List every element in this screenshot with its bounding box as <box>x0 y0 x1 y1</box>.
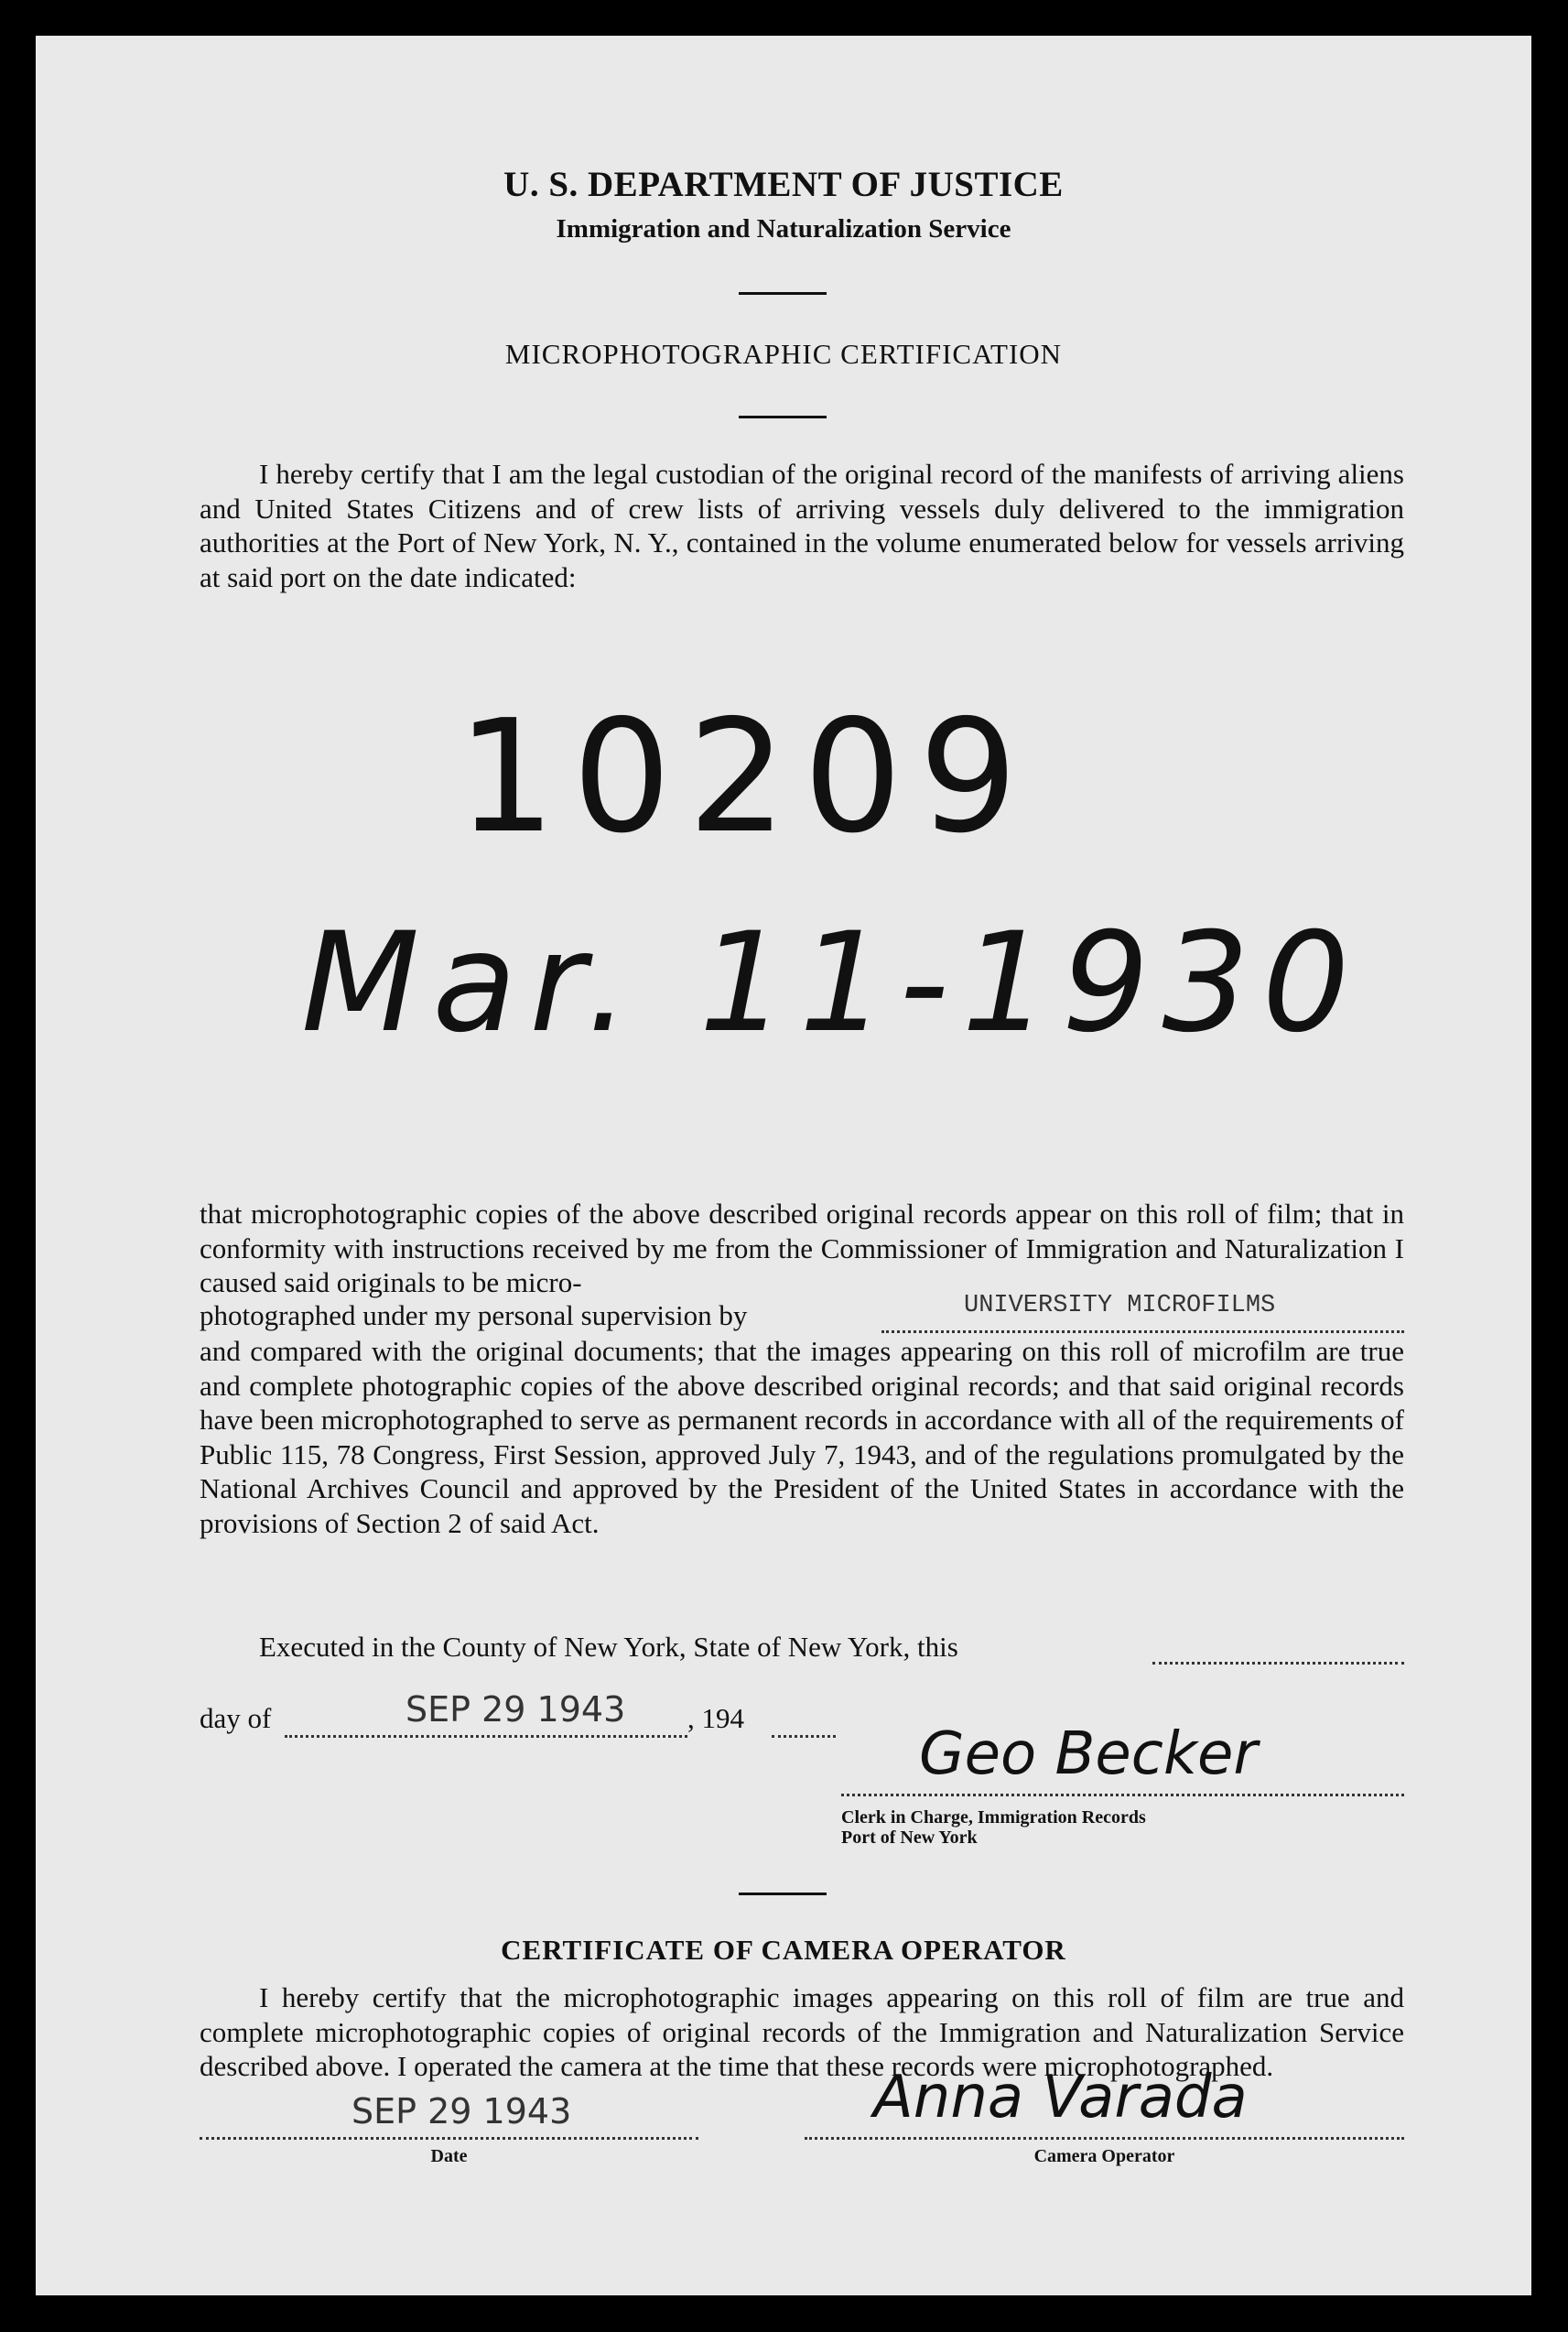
operator-stamped-date: SEP 29 1943 <box>351 2091 572 2131</box>
supervision-text: photographed under my personal supervision by <box>200 1299 748 1331</box>
microfilmer-name: UNIVERSITY MICROFILMS <box>964 1292 1276 1319</box>
body-paragraph-part2: and compared with the original documents; that the images appearing on this roll of microfilm are true and complete photographic copies of the above described original records; and that said original records have been microphotographed to serve as permanent records in accordance with all of the requirements of Public 115, 78 Congress, First Session, approved July 7, 1943, and of the regulations promulgated by the National Archives Council and approved by the President of the United States in accordance with the provisions of Section 2 of said Act. <box>200 1335 1404 1539</box>
divider-second <box>739 416 827 418</box>
date-signature-line <box>200 2135 698 2140</box>
handwritten-volume-number: 10209 <box>457 687 1034 868</box>
clerk-title-line2: Port of New York <box>841 1828 978 1848</box>
clerk-signature-line <box>841 1792 1404 1796</box>
camera-certificate-title: CERTIFICATE OF CAMERA OPERATOR <box>501 1934 1066 1966</box>
service-subheading: Immigration and Naturalization Service <box>556 214 1011 244</box>
execution-dotted-line <box>1152 1658 1404 1665</box>
execution-line <box>259 1631 1404 1667</box>
certification-title: MICROPHOTOGRAPHIC CERTIFICATION <box>504 338 1063 370</box>
clerk-signature: Geo Becker <box>919 1720 1258 1788</box>
clerk-title-line1: Clerk in Charge, Immigration Records <box>841 1807 1146 1828</box>
year-dotted-line <box>772 1731 836 1738</box>
divider-bottom <box>739 1893 827 1895</box>
supervision-line <box>200 1292 1404 1336</box>
camera-operator-label: Camera Operator <box>1033 2146 1175 2166</box>
execution-stamped-date: SEP 29 1943 <box>406 1689 626 1730</box>
camera-certificate-paragraph: I hereby certify that the microphotographic images appearing on this roll of film are true and complete microphotographic copies of original records of the Immigration and Naturalization Service described above. I operated the camera at the time that these records were microphotographed. <box>200 1981 1404 2082</box>
date-label: Date <box>430 2146 468 2166</box>
divider-top <box>739 292 827 295</box>
clerk-title <box>841 1807 1146 1848</box>
certificate-page <box>36 36 1531 2295</box>
operator-signature-line <box>805 2135 1404 2140</box>
day-of-label: day of <box>200 1702 272 1734</box>
operator-signature: Anna Varada <box>873 2064 1248 2131</box>
supervision-dotted-line <box>881 1327 1404 1333</box>
intro-paragraph: I hereby certify that I am the legal custodian of the original record of the manifests of arriving aliens and United States Citizens and of crew lists of arriving vessels duly delivered to the immigration authorities at the Port of New York, N. Y., contained in the volume enumerated below for vessels arriving at said port on the date indicated: <box>200 458 1404 593</box>
body-paragraph-part1: that microphotographic copies of the above described original records appear on this roll of film; that in conformity with instructions received by me from the Commissioner of Immigration and Naturalization I caused said originals to be micro- <box>200 1198 1404 1298</box>
department-heading: U. S. DEPARTMENT OF JUSTICE <box>503 165 1064 204</box>
handwritten-arrival-date: Mar. 11-1930 <box>301 904 1363 1063</box>
year-prefix: , 194 <box>687 1702 744 1734</box>
day-of-line <box>200 1689 895 1748</box>
day-of-dotted-line <box>285 1731 687 1738</box>
execution-text: Executed in the County of New York, State of New York, this <box>259 1631 958 1663</box>
